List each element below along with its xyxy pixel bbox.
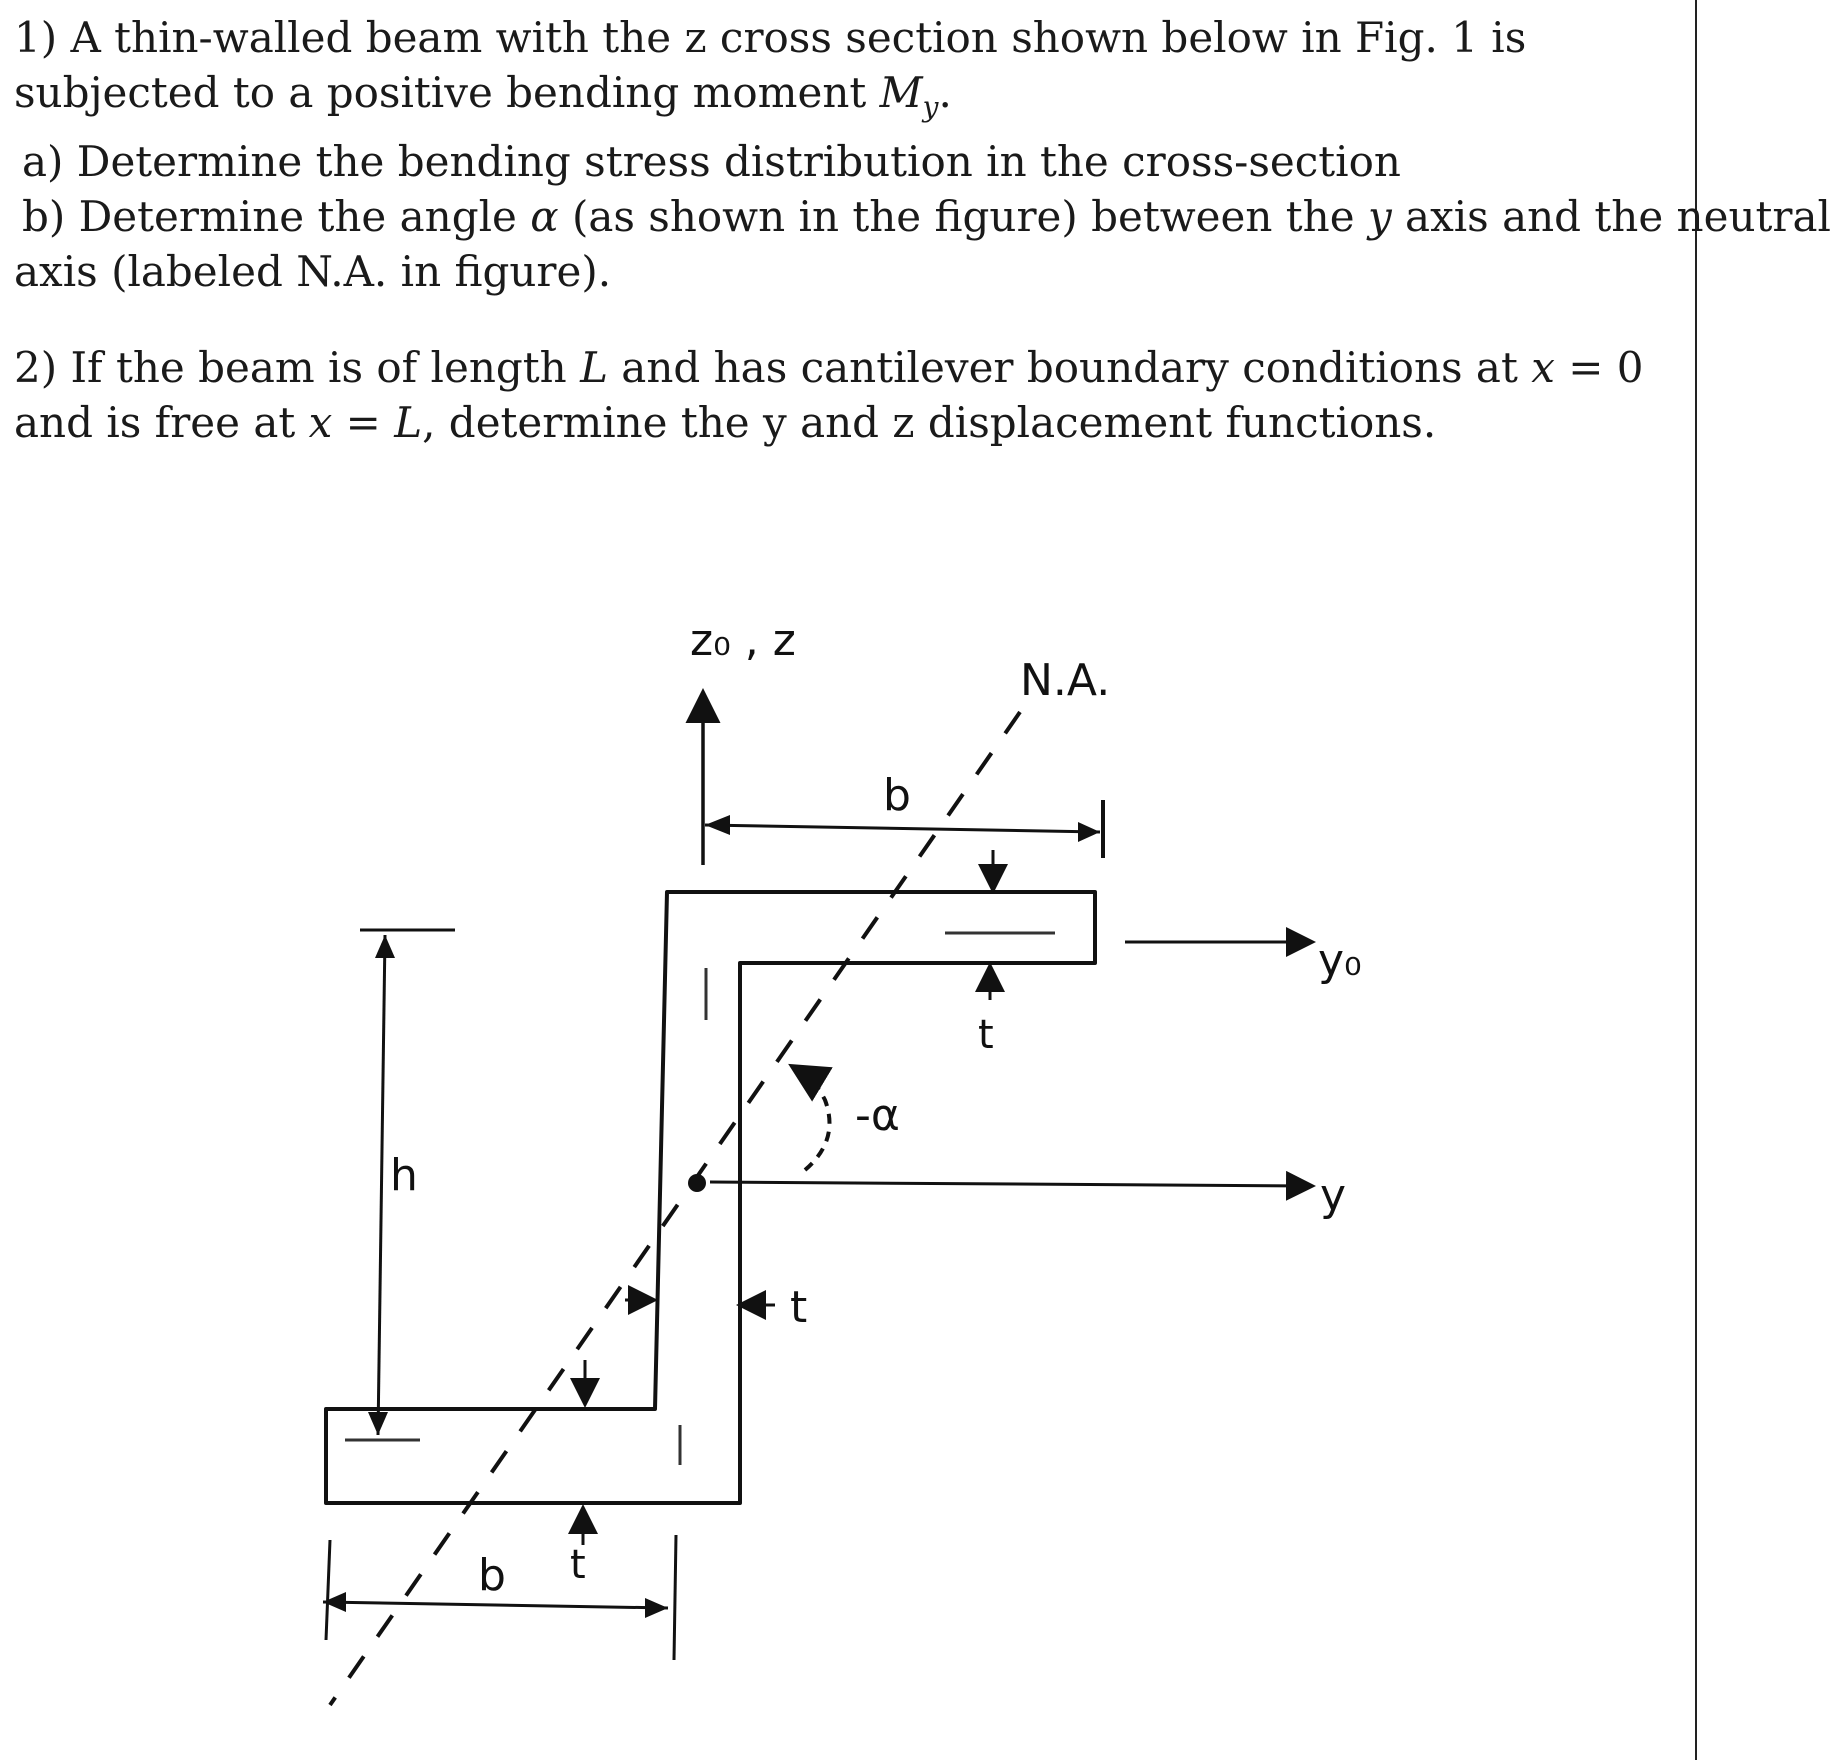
label-y0: y₀ [1318,935,1362,986]
label-t-bottom: t [570,1542,586,1588]
centroid-point [688,1174,706,1192]
label-y: y [1320,1170,1347,1221]
problem-1-part-a: a) Determine the bending stress distribution in the cross-section [22,137,1401,187]
z-section-outline [326,892,1095,1503]
dim-b-top [705,825,1100,832]
dim-b-bottom-tick-left [326,1540,330,1640]
dim-b-top-arrow-left [705,815,730,835]
label-t-top: t [978,1012,994,1058]
problem-2 [14,340,1674,450]
problem-1-line-2: subjected to a positive bending moment $M_y$. [14,68,952,124]
problem-2-line-1: 2) If the beam is of length L and has cantilever boundary conditions at x = 0 [14,343,1644,392]
label-b-bottom: b [478,1550,506,1601]
z-cross-section-figure [0,560,1705,1760]
label-t-web: t [790,1282,808,1333]
problem-1 [14,10,1831,299]
label-b-top: b [883,770,911,821]
dim-h-arrow-top [375,935,395,958]
problem-1-line-5: axis (labeled N.A. in figure). [14,247,612,297]
label-alpha: -α [855,1090,900,1141]
alpha-angle-arc [795,1068,830,1170]
label-na: N.A. [1020,655,1111,706]
dim-b-top-arrow-right [1078,822,1100,842]
label-z: z₀ , z [690,615,796,666]
problem-1-part-b: b) Determine the angle α (as shown in the figure) between the y axis and the neutral [22,192,1831,242]
dim-b-bottom [323,1602,668,1608]
dim-b-bottom-tick-right [674,1535,676,1660]
dim-h-line [378,935,385,1435]
dim-h-arrow-bottom [368,1412,388,1435]
label-h: h [390,1150,418,1201]
dim-b-bottom-arrow-right [645,1598,668,1618]
problem-1-line-1: 1) A thin-walled beam with the z cross section shown below in Fig. 1 is [14,13,1527,62]
problem-2-line-2: and is free at x = L, determine the y and z displacement functions. [14,398,1437,447]
y-axis [710,1182,1310,1186]
